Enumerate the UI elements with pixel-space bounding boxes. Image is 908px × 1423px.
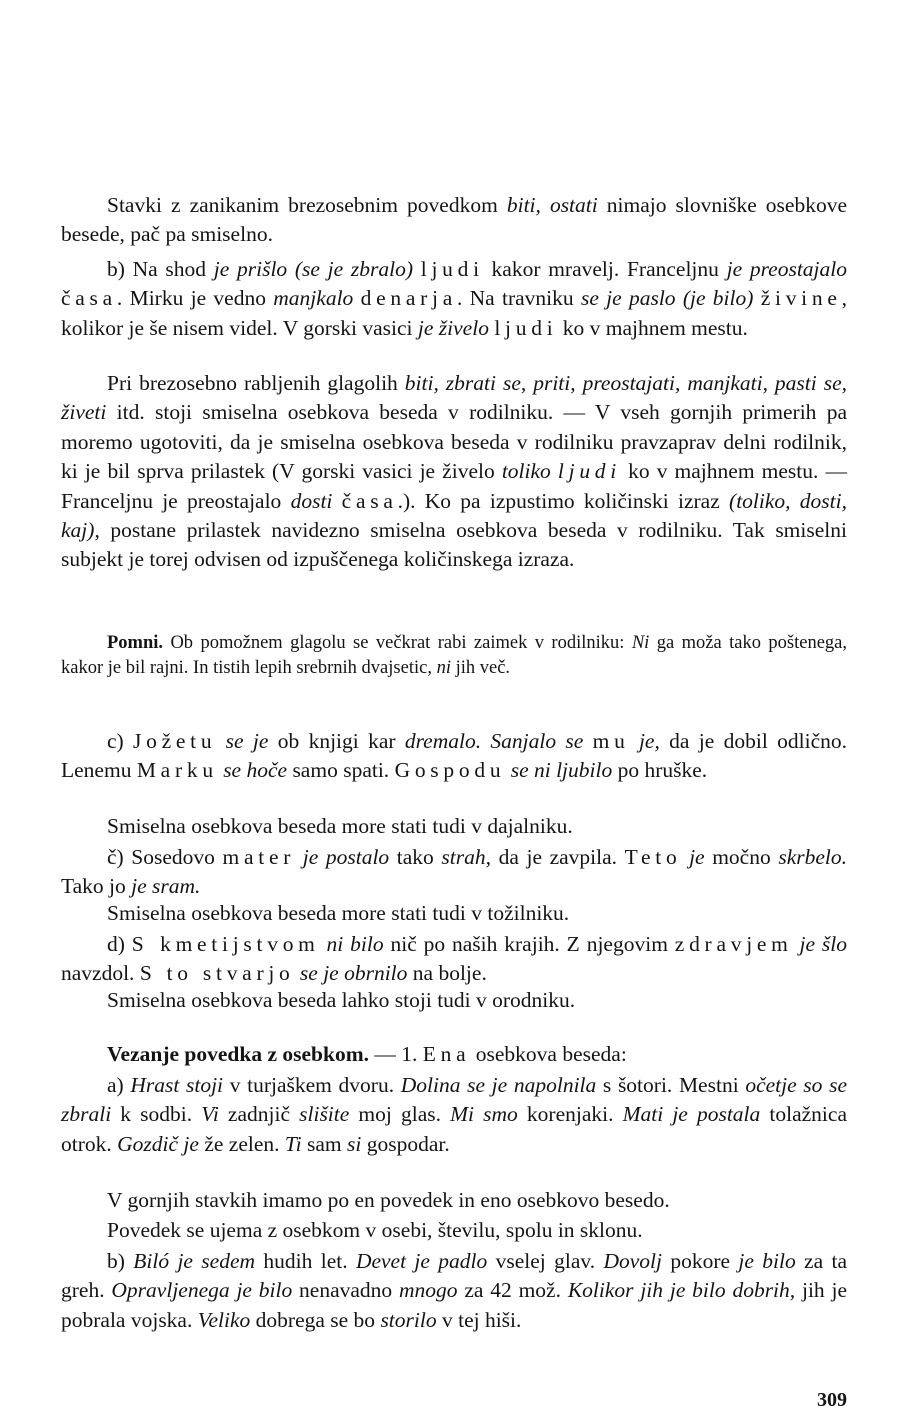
paragraph	[61, 812, 847, 841]
text-run: .	[397, 488, 403, 513]
italic-text: Dovolj	[603, 1249, 662, 1273]
text-run: Smiselna osebkova beseda more stati tudi v dajalniku.	[107, 814, 573, 838]
text-run: tolažnica otrok.	[61, 1102, 847, 1156]
italic-text: dremalo. Sanjalo se	[404, 729, 584, 753]
text-run: Tako jo	[61, 874, 132, 899]
italic-text: Gozdič je	[117, 1131, 199, 1156]
text-run: b) Na shod	[107, 257, 214, 281]
text-run: samo spati.	[287, 758, 395, 783]
text-run: k sodbi.	[111, 1102, 202, 1127]
italic-text: Dolina se je napolnila	[400, 1073, 597, 1097]
paragraph	[61, 843, 847, 902]
text-run: da je zavpila.	[490, 845, 625, 869]
book-page	[61, 0, 847, 1423]
spaced-text: živine	[760, 286, 842, 311]
text-run: č) Sosedovo	[107, 845, 223, 869]
page-number: 309	[817, 1389, 847, 1411]
italic-text: (toliko, dosti, kaj)	[61, 488, 847, 543]
paragraph	[61, 255, 847, 343]
italic-text: Kolikor jih je bilo dobrih,	[567, 1278, 796, 1303]
paragraph	[61, 899, 847, 928]
italic-text: Biló je sedem	[133, 1249, 256, 1273]
spaced-text: denarja	[360, 286, 457, 311]
italic-text: Hrast stoji	[130, 1073, 224, 1097]
text-run	[630, 729, 639, 753]
text-run	[332, 489, 341, 513]
italic-text: toliko	[501, 459, 551, 484]
text-run: Pri brezosebno rabljenih glagolih	[107, 371, 405, 395]
text-run: Smiselna osebkova beseda lahko stoji tudi v orodniku.	[107, 988, 576, 1012]
text-run: Povedek se ujema z osebkom v osebi, številu, spolu in sklonu.	[107, 1218, 643, 1242]
spaced-text: S kmetijstvom	[131, 932, 320, 956]
spaced-text: časa	[61, 286, 117, 311]
italic-text: se je paslo (je bilo)	[580, 286, 754, 311]
italic-text: je	[689, 845, 705, 869]
text-run: hudih let.	[255, 1249, 356, 1273]
text-run: da je dobil odlično. Lenemu	[61, 729, 848, 783]
text-run: nič po naših krajih. Z njegovim	[383, 932, 675, 956]
text-run: korenjaki.	[517, 1102, 623, 1127]
text-run: nimajo slovniške osebkove besede, pač pa smiselno.	[61, 193, 847, 247]
text-run: , kolikor je še nisem videl. V gorski vasici	[61, 286, 848, 340]
text-run	[216, 729, 225, 753]
text-run: jih več.	[450, 658, 511, 679]
paragraph	[61, 1247, 847, 1335]
text-run: vselej glav.	[487, 1249, 604, 1273]
text-run: ko v majhnem mestu.	[557, 315, 748, 340]
text-run	[295, 845, 303, 869]
text-run: ob knjigi kar	[268, 729, 405, 753]
bold-text: Pomni.	[107, 633, 164, 653]
text-run: navzdol.	[61, 961, 140, 986]
spaced-text: časa	[341, 488, 398, 513]
text-run: na bolje.	[407, 961, 487, 986]
text-run: Stavki z zanikanim brezosebnim povedkom	[107, 193, 507, 217]
italic-text: Mi smo	[450, 1102, 518, 1127]
italic-text: je postalo	[302, 845, 390, 869]
spaced-text: Jožetu	[133, 729, 217, 753]
text-run: , postane prilastek navidezno smiselna osebkova beseda v rodilniku. Tak smiselni subjekt je torej odvisen od izpuščenega količinskega izraza.	[61, 518, 847, 572]
text-run: s šotori. Mestni	[596, 1073, 746, 1097]
italic-text: Vi	[201, 1102, 219, 1127]
paragraph	[61, 191, 847, 250]
italic-text: biti, ostati	[506, 193, 598, 217]
paragraph	[61, 986, 847, 1015]
italic-text: je sram.	[131, 874, 201, 899]
spaced-text: S to stvarjo	[139, 961, 295, 986]
text-run	[320, 932, 327, 956]
text-run: kakor mravelj. Franceljnu	[483, 257, 727, 281]
text-run: po hruške.	[612, 758, 708, 783]
italic-text: Veliko	[197, 1307, 251, 1332]
text-run	[353, 286, 360, 310]
italic-text: je prišlo (se je zbralo)	[213, 257, 414, 281]
italic-text: strah,	[441, 845, 491, 869]
text-run: nenavadno	[292, 1278, 400, 1303]
italic-text: ni	[436, 658, 451, 679]
text-run: itd. stoji smiselna osebkova beseda v rodilniku. — V vseh gornjih primerih pa moremo ugotoviti, da je smiselna osebkova beseda v rodilniku pravzaprav delni rodilnik, ki je bil sprva prilastek (V gorski vasici je živelo	[61, 400, 847, 484]
spaced-text: Marku	[136, 758, 218, 783]
italic-text: se je	[225, 729, 269, 753]
spaced-italic-text: ljudi	[557, 459, 621, 484]
section-heading-paragraph	[61, 1040, 847, 1069]
italic-text: je živelo	[417, 315, 489, 340]
spaced-text: Gospodu	[394, 758, 506, 783]
text-run: moj glas.	[349, 1102, 451, 1127]
italic-text: je bilo	[738, 1249, 796, 1273]
text-run: b)	[107, 1249, 134, 1273]
text-run: ko v majhnem mestu. — Franceljnu je preostajalo	[61, 459, 847, 513]
paragraph	[61, 369, 847, 575]
spaced-text: Teto	[624, 845, 682, 869]
italic-text: je preostajalo	[726, 257, 847, 281]
italic-text: dosti	[290, 488, 333, 513]
italic-text: očetje so se zbrali	[61, 1073, 847, 1127]
text-run	[793, 932, 800, 956]
text-run: že zelen.	[198, 1131, 285, 1156]
text-run	[753, 286, 760, 310]
paragraph	[61, 727, 847, 786]
italic-text: manjkalo	[273, 286, 354, 311]
bold-text: Vezanje povedka z osebkom.	[107, 1042, 369, 1066]
text-run: a)	[107, 1073, 131, 1097]
italic-text: se ni ljubilo	[510, 758, 613, 783]
text-run: za ta greh.	[61, 1249, 847, 1303]
spaced-text: ljudi	[420, 257, 484, 281]
paragraph	[61, 1186, 847, 1215]
spaced-text: ljudi	[494, 315, 558, 340]
spaced-text: mu	[592, 729, 630, 753]
spaced-text: mater	[222, 845, 296, 869]
text-run: pokore	[661, 1249, 739, 1273]
italic-text: mnogo	[399, 1278, 458, 1303]
text-run: dobrega se bo	[250, 1307, 381, 1332]
text-run: Smiselna osebkova beseda more stati tudi v tožilniku.	[107, 901, 570, 925]
italic-text: si	[347, 1131, 362, 1156]
italic-text: je šlo	[799, 932, 848, 956]
text-run: močno	[704, 845, 779, 869]
text-run: jih je pobrala vojska.	[61, 1278, 848, 1332]
paragraph	[61, 1216, 847, 1245]
spaced-text: Ena	[422, 1042, 471, 1066]
text-run: osebkova beseda:	[470, 1042, 627, 1066]
italic-text: Ti	[284, 1131, 302, 1156]
text-run: v turjaškem dvoru.	[223, 1073, 401, 1097]
note-paragraph	[61, 631, 847, 682]
text-run: za 42 mož.	[457, 1278, 568, 1303]
italic-text: se hoče	[223, 758, 288, 783]
italic-text: skrbelo.	[778, 845, 847, 869]
text-run: ). Ko pa izpustimo količinski izraz	[402, 488, 730, 513]
text-run: V gornjih stavkih imamo po en povedek in eno osebkovo besedo.	[107, 1188, 670, 1212]
paragraph	[61, 1071, 847, 1159]
text-run: v tej hiši.	[436, 1307, 522, 1332]
text-run: sam	[301, 1131, 348, 1156]
italic-text: je,	[638, 729, 660, 753]
text-run: tako	[389, 845, 442, 869]
italic-text: Opravljenega je bilo	[111, 1278, 293, 1303]
text-run: c)	[107, 729, 134, 753]
text-run: Ob pomožnem glagolu se večkrat rabi zaimek v rodilniku:	[163, 633, 632, 653]
text-run	[551, 459, 558, 483]
text-run: d)	[107, 932, 132, 956]
text-run	[681, 845, 689, 869]
italic-text: ni bilo	[326, 932, 384, 956]
text-run: ga moža tako poštenega, kakor je bil rajni. In tistih lepih srebrnih dvajsetic,	[61, 633, 847, 679]
italic-text: Ni	[631, 633, 650, 653]
text-run	[583, 729, 592, 753]
text-run: . Na travniku	[456, 286, 581, 311]
text-run: zadnjič	[218, 1102, 300, 1127]
text-run	[413, 257, 421, 281]
italic-text: storilo	[380, 1307, 437, 1332]
text-run: gospodar.	[361, 1131, 450, 1156]
paragraph	[61, 930, 847, 989]
italic-text: slišite	[299, 1102, 350, 1127]
text-run: — 1.	[369, 1042, 423, 1066]
text-run: . Mirku je vedno	[116, 286, 274, 311]
spaced-text: zdravjem	[674, 932, 793, 956]
italic-text: Mati je postala	[622, 1102, 761, 1127]
italic-text: Devet je padlo	[355, 1249, 488, 1273]
italic-text: biti, zbrati se, priti, preostajati, manjkati, pasti se, živeti	[61, 371, 847, 425]
italic-text: se je obrnilo	[299, 961, 408, 986]
